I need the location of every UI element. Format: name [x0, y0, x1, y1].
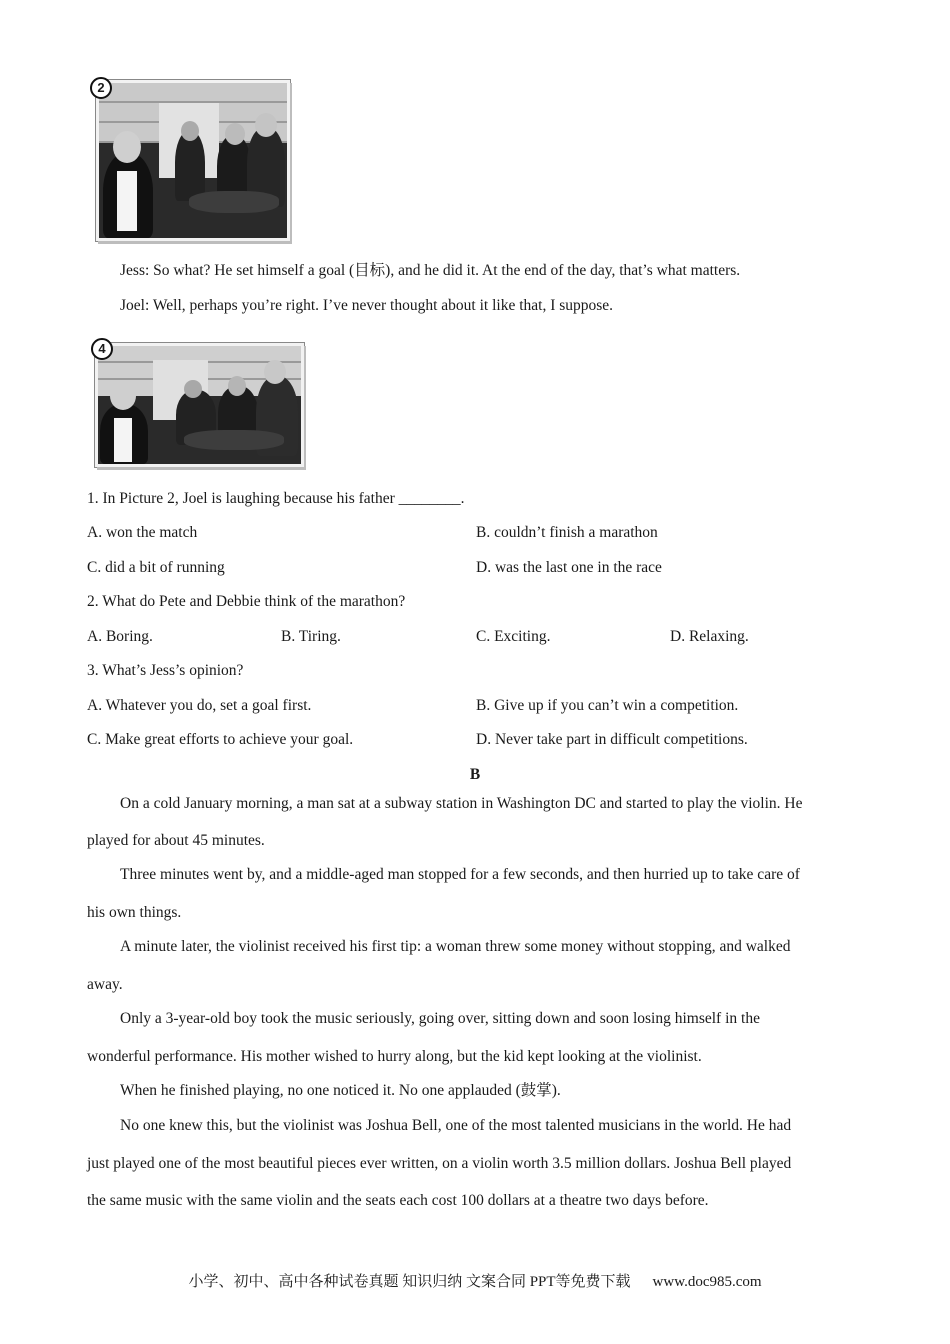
- passage-line: Three minutes went by, and a middle-aged man stopped for a few seconds, and then hurried up to take care of: [120, 866, 800, 883]
- picture-2-number: 2: [90, 77, 112, 99]
- footer-text: 小学、初中、高中各种试卷真题 知识归纳 文案合同 PPT等免费下载: [188, 1274, 631, 1290]
- picture-4: [95, 343, 304, 467]
- picture-4-number: 4: [91, 338, 113, 360]
- page-footer: [0, 1270, 950, 1291]
- passage-line: away.: [87, 976, 123, 993]
- passage-line: Only a 3-year-old boy took the music seriously, going over, sitting down and soon losing himself in the: [120, 1010, 760, 1027]
- passage-line: No one knew this, but the violinist was Joshua Bell, one of the most talented musicians in the world. He had: [120, 1117, 792, 1134]
- question-1-option-b: B. couldn’t finish a marathon: [476, 524, 658, 541]
- passage-line: A minute later, the violinist received his first tip: a woman threw some money without stopping, and walked: [120, 938, 791, 955]
- passage-line: played for about 45 minutes.: [87, 832, 265, 849]
- section-b-heading: B: [469, 766, 481, 783]
- question-2-option-c: C. Exciting.: [476, 628, 551, 645]
- question-1-option-c: C. did a bit of running: [87, 559, 225, 576]
- question-3-option-c: C. Make great efforts to achieve your goal.: [87, 731, 354, 748]
- question-3-option-b: B. Give up if you can’t win a competition.: [476, 697, 739, 714]
- dialogue-line-jess: Jess: So what? He set himself a goal (目标), and he did it. At the end of the day, that’s what matters.: [120, 262, 741, 279]
- dialogue-line-joel: Joel: Well, perhaps you’re right. I’ve never thought about it like that, I suppose.: [120, 297, 614, 314]
- passage-line: his own things.: [87, 904, 182, 921]
- passage-line: the same music with the same violin and the seats each cost 100 dollars at a theatre two days before.: [87, 1192, 709, 1209]
- passage-line: wonderful performance. His mother wished to hurry along, but the kid kept looking at the violinist.: [87, 1048, 702, 1065]
- picture-2: [96, 80, 290, 241]
- question-1-option-d: D. was the last one in the race: [476, 559, 662, 576]
- question-3-option-d: D. Never take part in difficult competitions.: [476, 731, 748, 748]
- passage-line: On a cold January morning, a man sat at a subway station in Washington DC and started to play the violin. He: [120, 795, 803, 812]
- question-1-option-a: A. won the match: [87, 524, 198, 541]
- question-1-stem: 1. In Picture 2, Joel is laughing because his father ________.: [87, 490, 465, 507]
- question-2-stem: 2. What do Pete and Debbie think of the marathon?: [87, 593, 406, 610]
- passage-line: just played one of the most beautiful pieces ever written, on a violin worth 3.5 million dollars. Joshua Bell played: [87, 1155, 792, 1172]
- passage-line: When he finished playing, no one noticed it. No one applauded (鼓掌).: [120, 1082, 561, 1099]
- footer-website-link[interactable]: www.doc985.com: [652, 1274, 762, 1290]
- question-2-option-b: B. Tiring.: [281, 628, 341, 645]
- question-3-option-a: A. Whatever you do, set a goal first.: [87, 697, 312, 714]
- question-3-stem: 3. What’s Jess’s opinion?: [87, 662, 244, 679]
- question-2-option-a: A. Boring.: [87, 628, 153, 645]
- question-2-option-d: D. Relaxing.: [670, 628, 749, 645]
